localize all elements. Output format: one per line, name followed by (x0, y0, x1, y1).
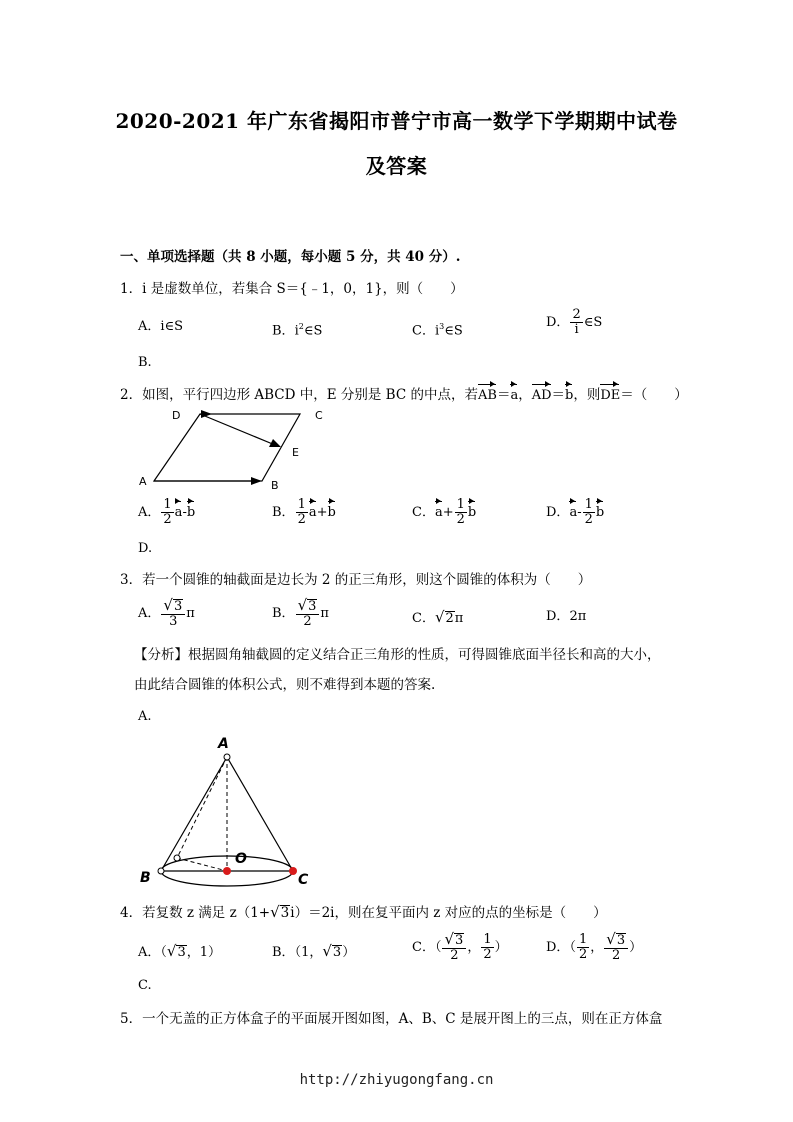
q3-option-d: D．2π (546, 609, 587, 624)
question-5-stem: 5．一个无盖的正方体盒子的平面展开图如图，A、B、C 是展开图上的三点，则在正方体盒 (120, 1011, 663, 1027)
q1-answer: B. (138, 355, 152, 370)
question-1-stem: 1．i 是虚数单位，若集合 S＝{﹣1，0，1}，则（ ） (120, 281, 464, 297)
q3-answer: A. (138, 709, 152, 724)
center-point-o (223, 867, 231, 875)
q4-option-d: D．（ $\frac{1}{2}$ ， $\frac{√3}{2}$ ） (546, 930, 643, 963)
q2-option-b: B． $\frac{1}{2}$ a+b (272, 497, 336, 527)
q4-option-b: B．（1，√3） (272, 942, 356, 960)
question-3-stem: 3．若一个圆锥的轴截面是边长为 2 的正三角形，则这个圆锥的体积为（ ） (120, 572, 592, 588)
q4-option-c: C．（ $\frac{√3}{2}$ ， $\frac{1}{2}$ ） (412, 930, 508, 963)
q3-analysis-line2: 由此结合圆锥的体积公式，则不难得到本题的答案. (134, 677, 436, 693)
q3-option-a: A． $\frac{√3}{3}$ π (138, 596, 195, 629)
q2-option-c: C．a+ $\frac{1}{2}$ b (412, 497, 477, 527)
q4-answer: C. (138, 978, 152, 993)
point-c (289, 867, 297, 875)
question-2-stem: 2．如图，平行四边形 ABCD 中，E 分别是 BC 的中点，若AB＝a，AD＝b，则DE＝（ ） (120, 387, 688, 403)
parallelogram-figure (130, 402, 330, 494)
section-heading: 一、单项选择题（共 8 小题，每小题 5 分，共 40 分）. (120, 249, 461, 265)
q3-option-b: B． $\frac{√3}{2}$ π (272, 596, 329, 629)
question-4-stem: 4．若复数 z 满足 z（1+√3i）＝2i，则在复平面内 z 对应的点的坐标是（ ） (120, 903, 607, 921)
page-title-line2: 及答案 (365, 154, 428, 178)
fraction: $\frac{2}{i}$ (572, 307, 581, 337)
cone-label-b: B (140, 870, 151, 886)
cone-figure (132, 732, 322, 892)
q3-analysis: 【分析】根据圆角轴截圆的定义结合正三角形的性质，可得圆锥底面半径长和高的大小， (134, 647, 661, 663)
q2-answer: D. (138, 541, 153, 556)
q1-option-a: A．i∈S (138, 319, 184, 334)
q4-option-a: A．（√3，1） (138, 942, 222, 960)
cone-label-o: O (235, 851, 247, 867)
cone-label-c: C (298, 872, 309, 888)
label-e: E (292, 446, 299, 459)
label-d: D (172, 409, 181, 422)
q2-option-d: D．a- $\frac{1}{2}$ b (546, 497, 605, 527)
q1-option-c: C．$i^3\in S$ (412, 322, 463, 339)
q2-option-a: A． $\frac{1}{2}$ a-b (138, 497, 196, 527)
page-title: 2020-2021 年广东省揭阳市普宁市高一数学下学期期中试卷 (115, 109, 678, 133)
label-b: B (271, 479, 279, 492)
label-c: C (315, 409, 323, 422)
label-a: A (139, 475, 147, 488)
q1-option-b: B．$i^2\in S$ (272, 322, 323, 339)
q3-option-c: C．√2π (412, 608, 464, 626)
cone-label-a: A (218, 736, 229, 752)
q1-option-d: D． $\frac{2}{i}$ ∈S (546, 307, 603, 337)
footer-url: http://zhiyugongfang.cn (299, 1072, 494, 1088)
